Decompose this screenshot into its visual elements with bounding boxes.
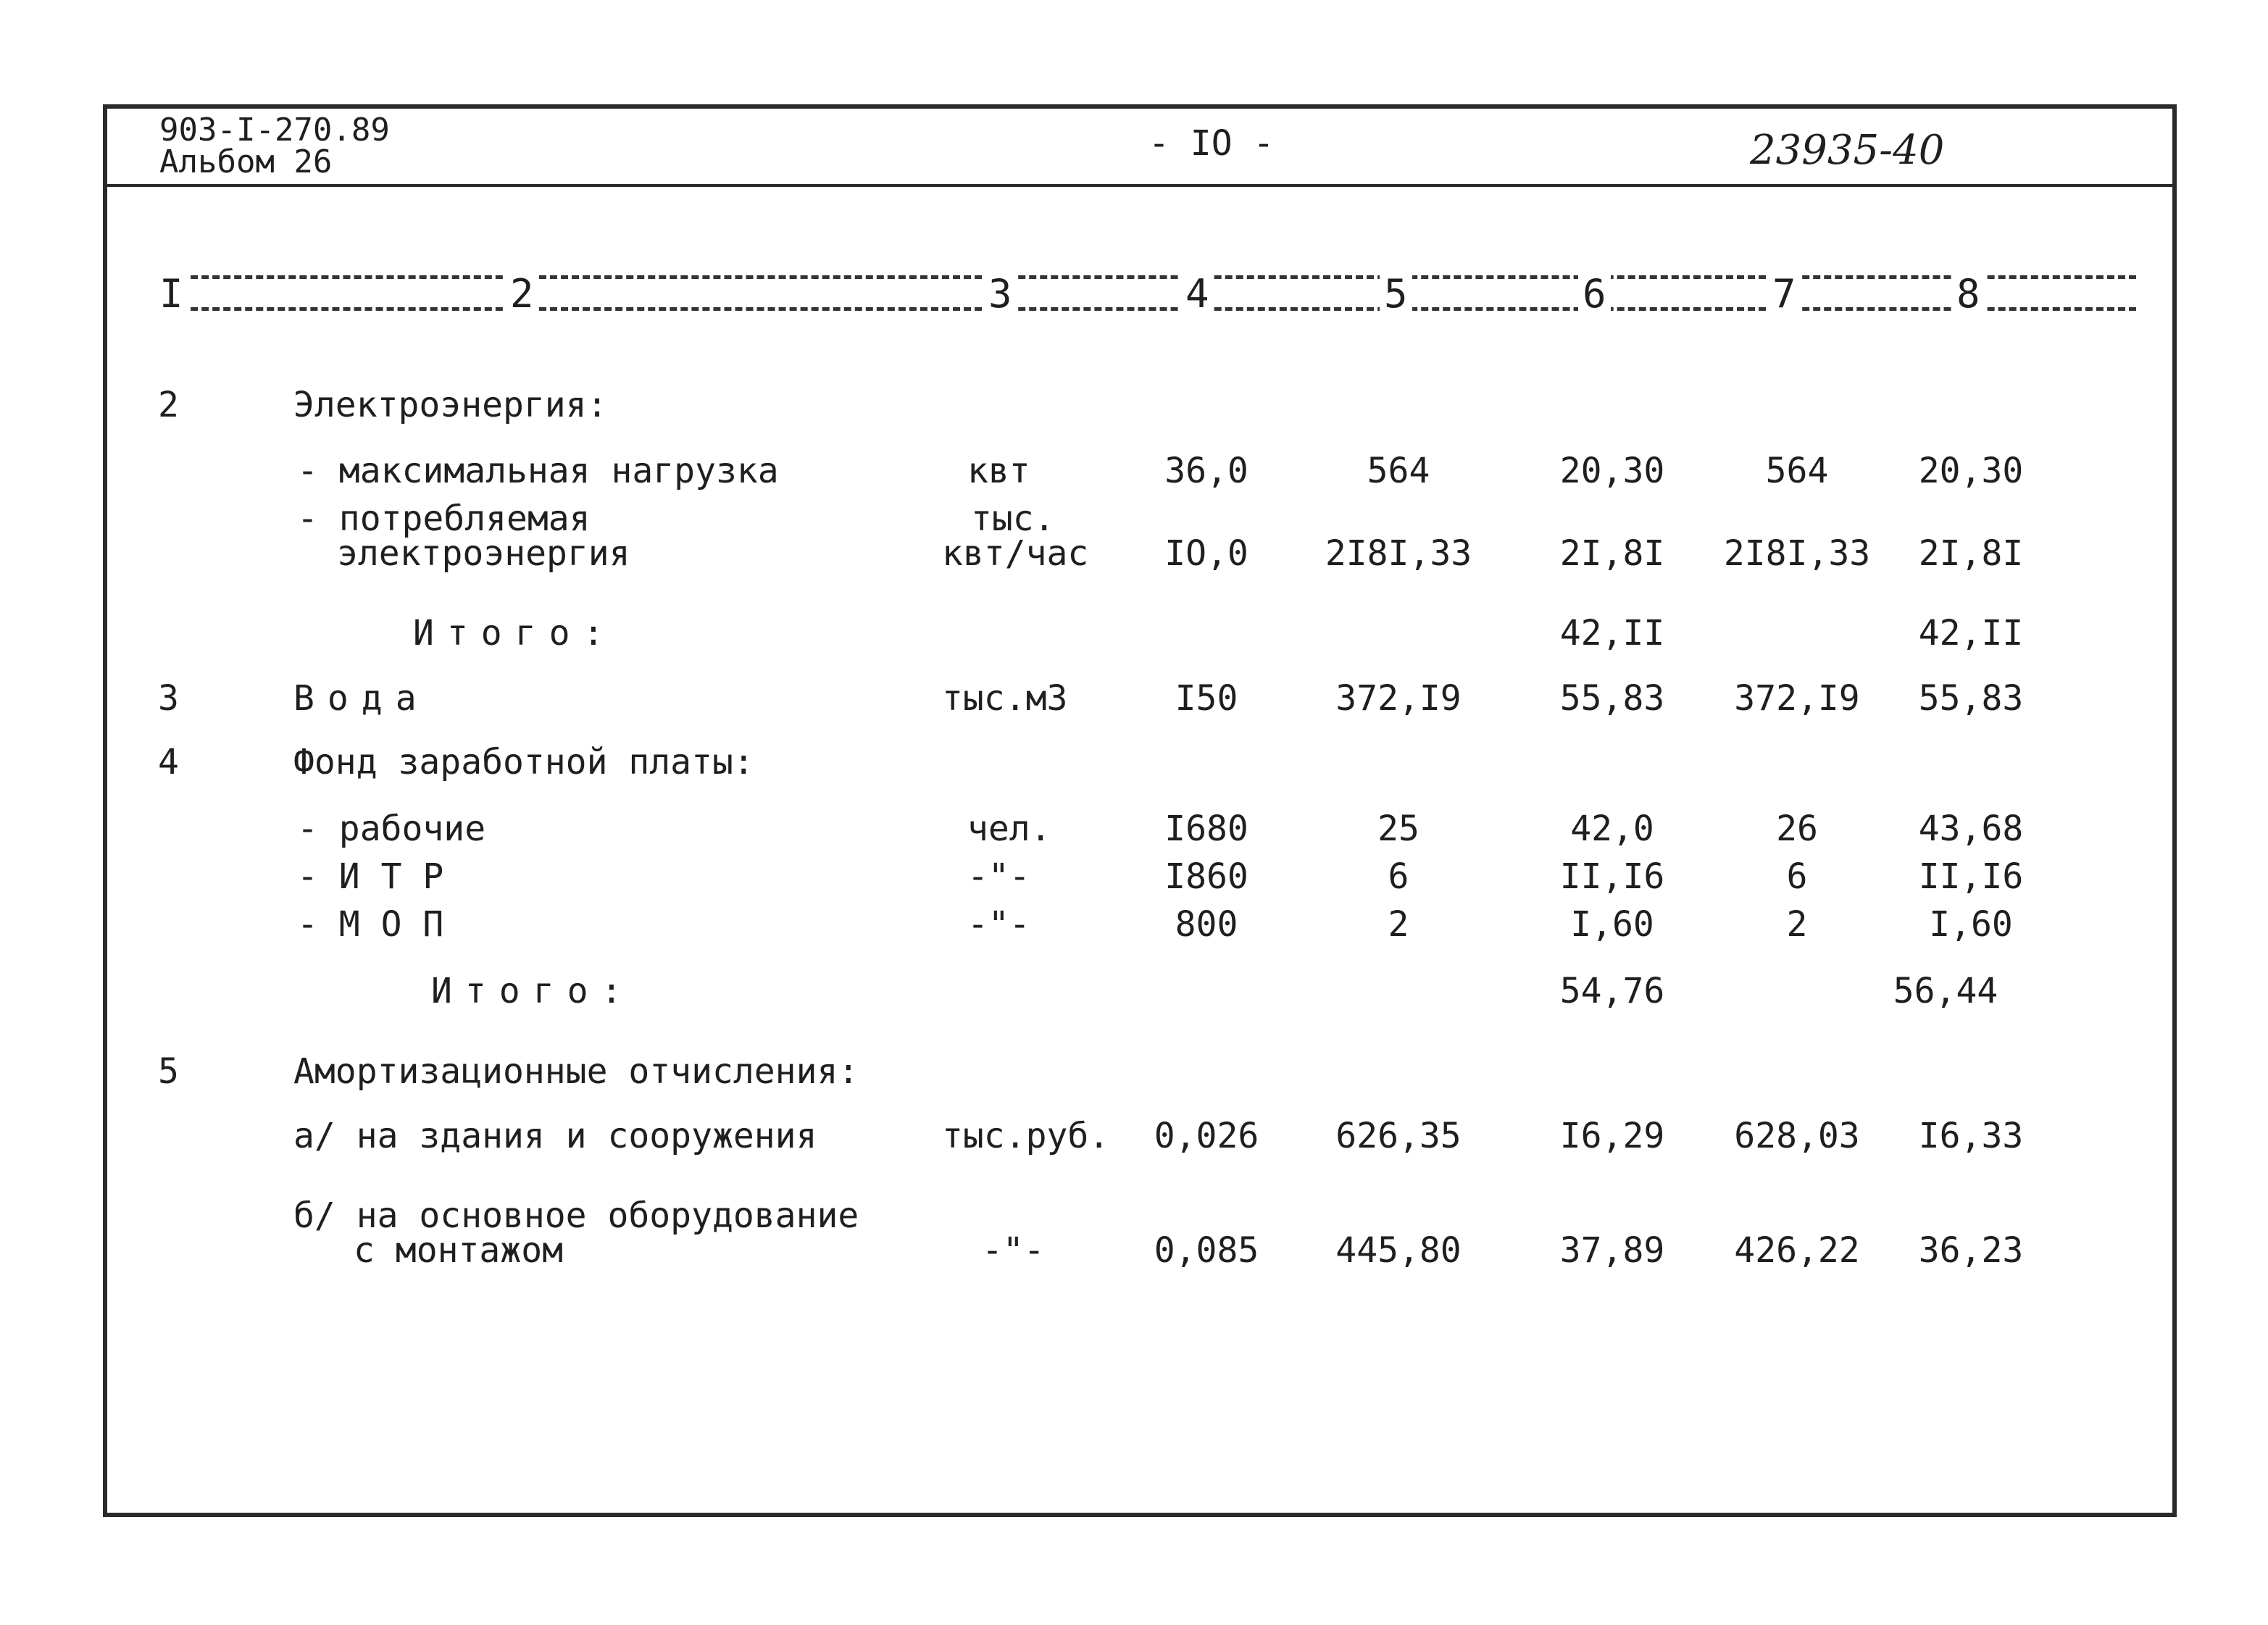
cell-col5: 564 (1367, 451, 1430, 491)
column-number-1: I (155, 271, 188, 317)
cell-col4: 0,085 (1154, 1230, 1259, 1271)
cell-col8: 36,23 (1918, 1230, 2024, 1271)
subtotal-col6: 42,II (1559, 613, 1665, 653)
column-number-7: 7 (1768, 271, 1801, 317)
cell-col4: 800 (1175, 904, 1238, 945)
album-label: Альбом 26 (159, 143, 333, 180)
page-number: - IO - (1148, 123, 1275, 164)
row-label: - М О П (297, 904, 444, 945)
row-label: - максимальная нагрузка (297, 451, 779, 491)
cell-col4: IO,0 (1164, 533, 1248, 574)
row-unit-line1: тыс. (971, 498, 1055, 539)
cell-col8: 43,68 (1918, 809, 2024, 849)
cell-col6: 42,0 (1570, 809, 1654, 849)
row-label-line2: с монтажом (354, 1230, 563, 1271)
cell-col7: 628,03 (1734, 1116, 1860, 1156)
header-divider (103, 184, 2177, 187)
row-unit: -"- (967, 856, 1030, 897)
row-label-line1: - потребляемая (297, 498, 591, 539)
subtotal-col8: 56,44 (1893, 971, 1998, 1011)
row-unit-line2: квт/час (942, 533, 1089, 574)
cell-col4: I680 (1164, 809, 1248, 849)
row-number: 2 (158, 385, 179, 425)
row-title: Вода (293, 678, 430, 719)
cell-col7: 564 (1765, 451, 1829, 491)
cell-col5: 372,I9 (1335, 678, 1462, 719)
cell-col5: 2 (1388, 904, 1409, 945)
column-number-4: 4 (1181, 271, 1214, 317)
column-number-6: 6 (1578, 271, 1611, 317)
row-title: Амортизационные отчисления: (293, 1051, 859, 1092)
cell-col6: 55,83 (1559, 678, 1665, 719)
cell-col7: 2 (1786, 904, 1808, 945)
row-unit: тыс.руб. (942, 1116, 1110, 1156)
row-unit: квт (967, 451, 1030, 491)
cell-col5: 2I8I,33 (1325, 533, 1472, 574)
column-number-2: 2 (506, 271, 538, 317)
column-number-5: 5 (1380, 271, 1412, 317)
cell-col4: I50 (1175, 678, 1238, 719)
row-unit: -"- (982, 1230, 1045, 1271)
row-unit: чел. (967, 809, 1051, 849)
cell-col6: 37,89 (1559, 1230, 1665, 1271)
subtotal-col8: 42,II (1918, 613, 2024, 653)
cell-col5: 6 (1388, 856, 1409, 897)
cell-col6: I,60 (1570, 904, 1654, 945)
cell-col6: 2I,8I (1559, 533, 1665, 574)
row-title: Электроэнергия: (293, 385, 608, 425)
row-number: 3 (158, 678, 179, 719)
cell-col5: 25 (1377, 809, 1419, 849)
column-number-8: 8 (1952, 271, 1985, 317)
cell-col7: 372,I9 (1734, 678, 1860, 719)
subtotal-label: Итого: (431, 971, 635, 1011)
cell-col8: 20,30 (1918, 451, 2024, 491)
cell-col7: 26 (1776, 809, 1818, 849)
cell-col8: II,I6 (1918, 856, 2024, 897)
row-title: Фонд заработной платы: (293, 742, 754, 782)
subtotal-col6: 54,76 (1559, 971, 1665, 1011)
cell-col5: 626,35 (1335, 1116, 1462, 1156)
dash-line-bottom (158, 307, 2136, 311)
cell-col7: 2I8I,33 (1723, 533, 1871, 574)
dash-line-top (158, 275, 2136, 279)
row-label: - И Т Р (297, 856, 444, 897)
cell-col6: 20,30 (1559, 451, 1665, 491)
row-label: а/ на здания и сооружения (293, 1116, 817, 1156)
cell-col7: 6 (1786, 856, 1808, 897)
column-number-row (158, 270, 2136, 327)
row-label: - рабочие (297, 809, 486, 849)
cell-col4: 0,026 (1154, 1116, 1259, 1156)
inventory-number: 23935-40 (1750, 127, 1945, 174)
cell-col8: I6,33 (1918, 1116, 2024, 1156)
row-label-line1: б/ на основное оборудование (293, 1195, 859, 1236)
row-unit: тыс.м3 (942, 678, 1068, 719)
column-number-3: 3 (984, 271, 1017, 317)
cell-col5: 445,80 (1335, 1230, 1462, 1271)
cell-col7: 426,22 (1734, 1230, 1860, 1271)
document-code: 903-I-270.89 (159, 112, 390, 149)
cell-col6: I6,29 (1559, 1116, 1665, 1156)
row-number: 4 (158, 742, 179, 782)
cell-col6: II,I6 (1559, 856, 1665, 897)
row-label-line2: электроэнергия (337, 533, 630, 574)
cell-col4: 36,0 (1164, 451, 1248, 491)
row-number: 5 (158, 1051, 179, 1092)
cell-col8: 2I,8I (1918, 533, 2024, 574)
cell-col8: 55,83 (1918, 678, 2024, 719)
cell-col8: I,60 (1929, 904, 2013, 945)
row-unit: -"- (967, 904, 1030, 945)
cell-col4: I860 (1164, 856, 1248, 897)
subtotal-label: Итого: (413, 613, 617, 653)
